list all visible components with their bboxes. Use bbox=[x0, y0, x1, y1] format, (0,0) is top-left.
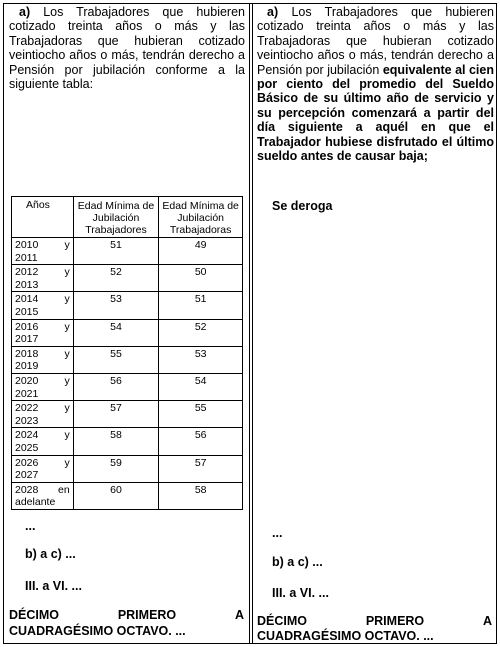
year-connector: y bbox=[64, 347, 70, 360]
year-end: 2017 bbox=[15, 333, 39, 346]
women-age-cell: 49 bbox=[159, 238, 243, 265]
women-age-cell: 58 bbox=[159, 482, 243, 509]
left-para-text: Los Trabajadores que hubieren cotizado treinta años o más y las Trabajadoras que hubieran cotizado veintiocho años o más, tendrán derecho a Pensión por jubilación conforme a la siguiente tabla: bbox=[9, 5, 245, 92]
women-age-cell: 51 bbox=[159, 292, 243, 319]
men-age-cell: 53 bbox=[73, 292, 159, 319]
right-paragraph-a bbox=[257, 5, 494, 163]
years-first-line bbox=[15, 402, 70, 415]
women-age-cell: 57 bbox=[159, 455, 243, 482]
left-decimo-line bbox=[9, 608, 244, 623]
year-connector: y bbox=[64, 402, 70, 415]
women-age-cell: 55 bbox=[159, 401, 243, 428]
left-column bbox=[9, 5, 245, 91]
years-first-line bbox=[15, 375, 70, 388]
right-bc-line: b) a c) ... bbox=[272, 555, 323, 569]
years-first-line bbox=[15, 321, 70, 334]
table-header-row bbox=[12, 197, 243, 238]
year-start: 2010 bbox=[15, 239, 39, 251]
years-first-line bbox=[15, 484, 70, 497]
right-decimo-word2: PRIMERO bbox=[365, 614, 425, 628]
year-end: 2027 bbox=[15, 469, 39, 482]
right-para-text: Los Trabajadores que hubieren cotizado treinta años o más y las Trabajadoras que hubieran cotizado veintiocho años o más, tendrán derecho a Pensión por jubilación bbox=[257, 5, 494, 77]
men-age-cell: 59 bbox=[73, 455, 159, 482]
year-start: 2020 bbox=[15, 374, 39, 387]
left-decimo-word1: DÉCIMO bbox=[9, 608, 59, 622]
year-connector: y bbox=[64, 374, 70, 387]
men-age-cell: 58 bbox=[73, 428, 159, 455]
years-cell bbox=[12, 346, 74, 373]
years-cell bbox=[12, 373, 74, 400]
right-cuadragesimo-line: CUADRAGÉSIMO OCTAVO. ... bbox=[257, 629, 434, 643]
table-row bbox=[12, 238, 243, 265]
left-bc-line: b) a c) ... bbox=[25, 547, 76, 561]
year-connector: y bbox=[64, 293, 70, 306]
left-decimo-word2: PRIMERO bbox=[117, 608, 177, 622]
column-divider bbox=[249, 3, 253, 644]
se-deroga: Se deroga bbox=[272, 199, 333, 213]
year-start: 2012 bbox=[15, 266, 39, 279]
right-para-lead: a) bbox=[267, 5, 279, 19]
years-first-line bbox=[15, 239, 70, 252]
table-row bbox=[12, 292, 243, 319]
year-end: adelante bbox=[15, 496, 56, 509]
years-cell bbox=[12, 265, 74, 292]
women-age-cell: 54 bbox=[159, 373, 243, 400]
year-end: 2023 bbox=[15, 414, 39, 427]
table-row bbox=[12, 373, 243, 400]
year-start: 2016 bbox=[15, 320, 39, 333]
right-ellipsis: ... bbox=[272, 526, 283, 540]
year-end: 2013 bbox=[15, 278, 39, 291]
table-row bbox=[12, 455, 243, 482]
right-para-text-amended: equivalente al cien por ciento del promedio del Sueldo Básico de su último año de servicio y su percepción comenzará a partir del día siguiente a aquél en que el Trabajador hubiese disfrutado el último sueldo antes de causar baja; bbox=[257, 62, 494, 164]
men-age-cell: 55 bbox=[73, 346, 159, 373]
year-start: 2018 bbox=[15, 347, 39, 360]
women-age-cell: 53 bbox=[159, 346, 243, 373]
year-connector: y bbox=[64, 456, 70, 469]
table-row bbox=[12, 401, 243, 428]
right-column bbox=[257, 5, 494, 163]
header-women: Edad Mínima de Jubilación Trabajadoras bbox=[159, 197, 243, 238]
year-connector: y bbox=[64, 239, 70, 251]
year-connector: y bbox=[64, 266, 70, 279]
year-start: 2026 bbox=[15, 456, 39, 469]
table-row bbox=[12, 346, 243, 373]
right-decimo-word1: DÉCIMO bbox=[257, 614, 307, 628]
women-age-cell: 56 bbox=[159, 428, 243, 455]
year-connector: y bbox=[64, 320, 70, 333]
header-years: Años bbox=[12, 197, 74, 238]
left-cuadragesimo-line: CUADRAGÉSIMO OCTAVO. ... bbox=[9, 624, 186, 638]
men-age-cell: 56 bbox=[73, 373, 159, 400]
years-first-line bbox=[15, 348, 70, 361]
years-first-line bbox=[15, 266, 70, 279]
retirement-age-table bbox=[11, 196, 243, 510]
years-cell bbox=[12, 455, 74, 482]
years-cell bbox=[12, 292, 74, 319]
year-start: 2022 bbox=[15, 402, 39, 415]
men-age-cell: 51 bbox=[73, 238, 159, 265]
table-row bbox=[12, 428, 243, 455]
right-iii-vi-line: III. a VI. ... bbox=[272, 586, 329, 600]
year-end: 2025 bbox=[15, 441, 39, 454]
year-end: 2019 bbox=[15, 360, 39, 373]
left-decimo-word3: A bbox=[234, 608, 244, 622]
years-cell bbox=[12, 482, 74, 509]
table-row bbox=[12, 482, 243, 509]
women-age-cell: 50 bbox=[159, 265, 243, 292]
men-age-cell: 57 bbox=[73, 401, 159, 428]
right-decimo-line bbox=[257, 614, 492, 629]
women-age-cell: 52 bbox=[159, 319, 243, 346]
years-first-line bbox=[15, 429, 70, 442]
table-body bbox=[12, 238, 243, 510]
years-cell bbox=[12, 401, 74, 428]
left-iii-vi-line: III. a VI. ... bbox=[25, 579, 82, 593]
years-cell bbox=[12, 238, 74, 265]
left-paragraph-a bbox=[9, 5, 245, 91]
year-end: 2015 bbox=[15, 305, 39, 318]
year-end: 2021 bbox=[15, 387, 39, 400]
left-para-lead: a) bbox=[19, 5, 31, 19]
right-decimo-word3: A bbox=[482, 614, 492, 628]
year-connector: en bbox=[58, 483, 70, 496]
table-row bbox=[12, 265, 243, 292]
left-ellipsis: ... bbox=[25, 519, 36, 533]
years-first-line bbox=[15, 293, 70, 306]
year-start: 2024 bbox=[15, 429, 39, 442]
years-first-line bbox=[15, 457, 70, 470]
year-connector: y bbox=[64, 429, 70, 442]
years-cell bbox=[12, 319, 74, 346]
table-row bbox=[12, 319, 243, 346]
year-start: 2014 bbox=[15, 293, 39, 306]
year-start: 2028 bbox=[15, 483, 39, 496]
men-age-cell: 52 bbox=[73, 265, 159, 292]
year-end: 2011 bbox=[15, 251, 38, 264]
men-age-cell: 60 bbox=[73, 482, 159, 509]
header-men: Edad Mínima de Jubilación Trabajadores bbox=[73, 197, 159, 238]
men-age-cell: 54 bbox=[73, 319, 159, 346]
years-cell bbox=[12, 428, 74, 455]
